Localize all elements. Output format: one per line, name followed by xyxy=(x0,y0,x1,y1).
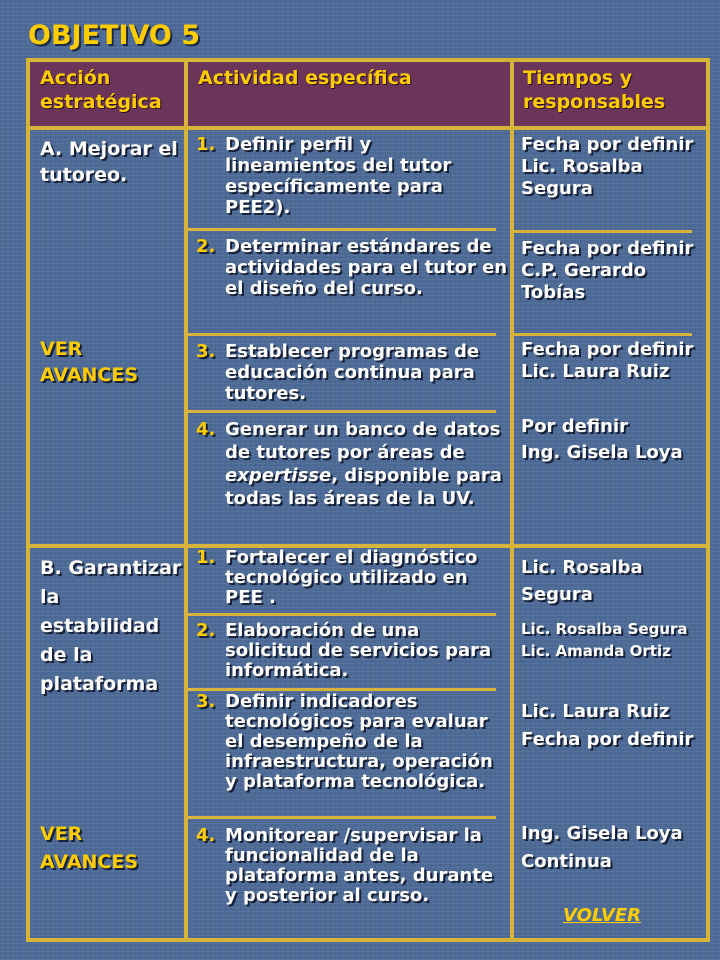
resp-line: Por definir xyxy=(521,416,628,437)
activity-b4 xyxy=(196,826,508,906)
section-b-label: B. Garantizar la estabilidad de la plataforma xyxy=(40,557,182,695)
resp-divider-a1 xyxy=(514,230,692,233)
objectives-table xyxy=(26,58,710,942)
activity-b1 xyxy=(196,548,508,608)
row-divider-b1 xyxy=(184,613,496,616)
resp-line: Fecha por definir xyxy=(521,729,694,750)
resp-line: C.P. Gerardo Tobías xyxy=(521,260,647,303)
resp-line: Lic. Laura Ruiz xyxy=(521,361,670,382)
table-border-right xyxy=(706,58,710,942)
resp-line: Fecha por definir xyxy=(521,339,694,360)
header-tiempos: Tiempos y responsables xyxy=(523,67,666,113)
page-title: OBJETIVO 5 xyxy=(28,20,201,51)
resp-divider-a2 xyxy=(514,333,692,336)
table-border-left xyxy=(26,58,30,942)
item-text: Generar un banco de datos de tutores por áreas de expertisse, disponible para todas las áreas de la UV. xyxy=(225,419,502,509)
item-text: Establecer programas de educación continua para tutores. xyxy=(225,341,480,404)
responsible-a4 xyxy=(521,414,706,466)
header-actividad: Actividad específica xyxy=(198,67,412,89)
resp-line: Continua xyxy=(521,851,612,872)
resp-line: Ing. Gisela Loya xyxy=(521,823,683,844)
resp-line: Lic. Rosalba Segura xyxy=(521,620,688,638)
header-accion: Acción estratégica xyxy=(40,67,162,113)
item-number: 1. xyxy=(196,134,216,155)
responsible-a1 xyxy=(521,134,706,200)
item-number: 4. xyxy=(196,419,216,440)
table-border-bottom xyxy=(26,938,710,942)
row-divider-a2 xyxy=(184,333,496,336)
resp-line: Fecha por definir xyxy=(521,134,694,155)
item-text: Elaboración de una solicitud de servicios para informática. xyxy=(225,620,492,681)
activity-a1 xyxy=(196,134,508,218)
resp-line: Fecha por definir xyxy=(521,238,694,259)
item-number: 2. xyxy=(196,236,216,257)
row-divider-a1 xyxy=(184,228,496,231)
item-text: Definir indicadores tecnológicos para evaluar el desempeño de la infraestructura, operación y plataforma tecnológica. xyxy=(225,691,493,792)
section-a-label: A. Mejorar el tutoreo. xyxy=(40,138,178,186)
item-text: Monitorear /supervisar la funcionalidad de la plataforma antes, durante y posterior al curso. xyxy=(225,825,494,906)
header-divider xyxy=(26,126,710,130)
section-a-ver-avances[interactable]: VER AVANCES xyxy=(40,338,139,386)
section-b-ver-avances[interactable]: VER AVANCES xyxy=(40,823,139,873)
item-number: 3. xyxy=(196,341,216,362)
responsible-b3 xyxy=(521,698,706,754)
item-text: Fortalecer el diagnóstico tecnológico utilizado en PEE . xyxy=(225,547,478,608)
resp-line: Ing. Gisela Loya xyxy=(521,442,683,463)
item-number: 2. xyxy=(196,620,216,641)
row-divider-a3 xyxy=(184,410,496,413)
item-number: 3. xyxy=(196,691,216,712)
column-divider-2 xyxy=(510,58,514,942)
activity-b2 xyxy=(196,621,508,681)
responsible-b1 xyxy=(521,554,706,608)
item-text: Definir perfil y lineamientos del tutor específicamente para PEE2). xyxy=(225,134,452,218)
resp-line: Lic. Laura Ruiz xyxy=(521,701,670,722)
activity-a2 xyxy=(196,236,508,299)
row-divider-b3 xyxy=(184,816,496,819)
resp-line: Lic. Amanda Ortiz xyxy=(521,642,671,660)
volver-link[interactable]: VOLVER xyxy=(563,905,641,926)
resp-line: Lic. Rosalba Segura xyxy=(521,557,643,605)
responsible-b4 xyxy=(521,822,706,874)
responsible-b2 xyxy=(521,620,706,660)
activity-a3 xyxy=(196,341,508,404)
activity-b3 xyxy=(196,692,508,792)
responsible-a3 xyxy=(521,339,706,383)
item-text: Determinar estándares de actividades para el tutor en el diseño del curso. xyxy=(225,236,508,299)
activity-a4 xyxy=(196,418,508,510)
item-number: 4. xyxy=(196,825,216,846)
resp-line: Lic. Rosalba Segura xyxy=(521,156,643,199)
table-border-top xyxy=(26,58,710,62)
column-divider-1 xyxy=(184,58,188,942)
responsible-a2 xyxy=(521,238,706,304)
item-number: 1. xyxy=(196,547,216,568)
